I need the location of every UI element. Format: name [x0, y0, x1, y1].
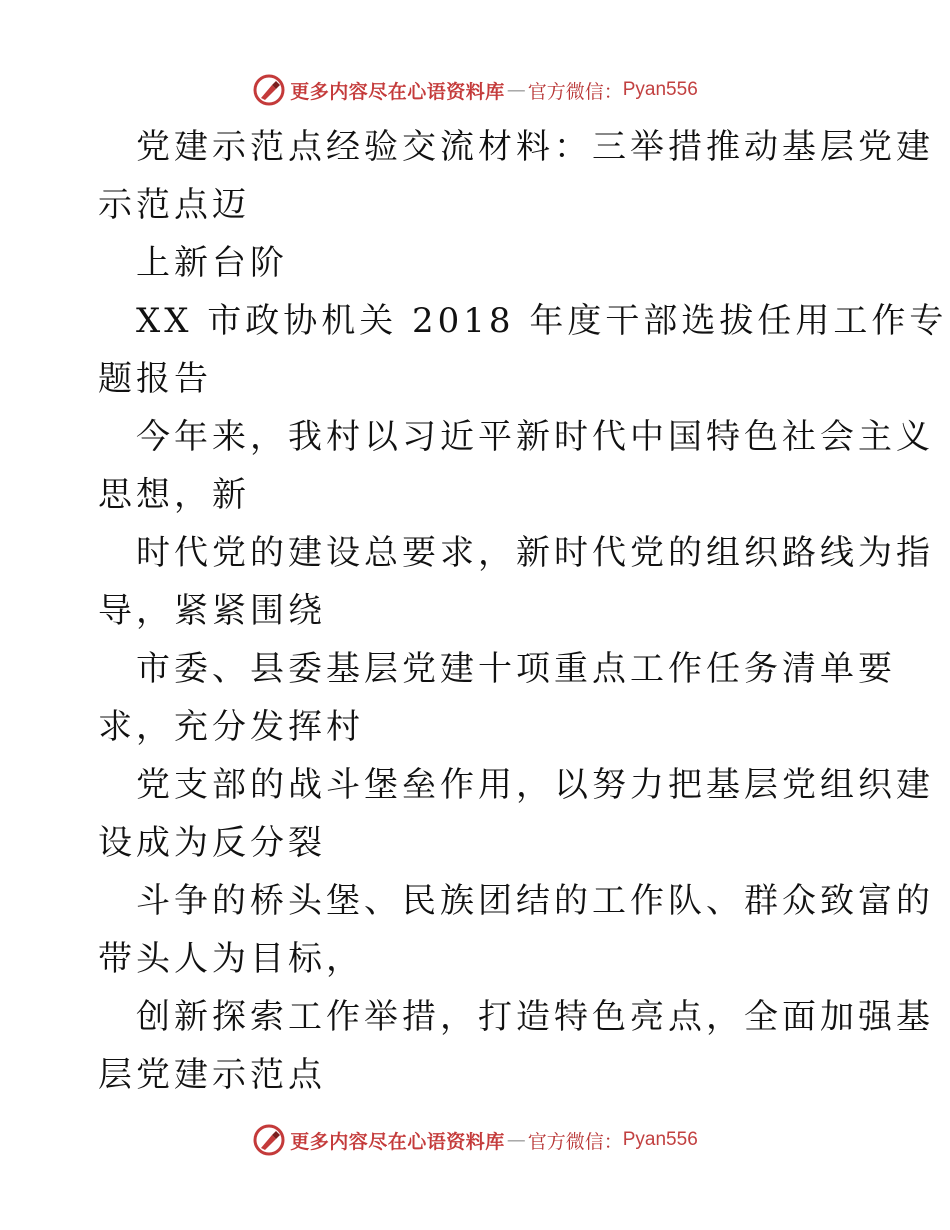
paragraph-line: 带头人为目标， [98, 939, 364, 979]
paragraph-line: 导，紧紧围绕 [98, 591, 326, 631]
banner-wechat-id: Pyan556 [622, 79, 698, 100]
paragraph [98, 872, 934, 988]
paragraph-line: 层党建示范点 [98, 1055, 326, 1095]
paragraph [98, 408, 934, 524]
paragraph-line: 党支部的战斗堡垒作用，以努力把基层党组织建 [136, 765, 934, 805]
paragraph [98, 640, 896, 756]
paragraph [98, 756, 934, 872]
paragraph [98, 292, 948, 408]
paragraph-line: 党建示范点经验交流材料：三举措推动基层党建 [136, 127, 934, 167]
paragraph [98, 524, 934, 640]
footer-watermark-banner [0, 1120, 950, 1160]
banner-text: 更多内容尽在心语资料库 [290, 80, 505, 103]
paragraph-line: XX 市政协机关 2018 年度干部选拔任用工作专 [136, 301, 948, 341]
banner-wechat-label: 官方微信： [527, 1130, 623, 1153]
paragraph-line: 题报告 [98, 359, 212, 399]
paragraph [98, 234, 868, 292]
paragraph [98, 988, 934, 1104]
paragraph-line: 今年来，我村以习近平新时代中国特色社会主义 [136, 417, 934, 457]
pen-nib-logo-icon [252, 1123, 286, 1157]
paragraph-line: 时代党的建设总要求，新时代党的组织路线为指 [136, 533, 934, 573]
paragraph-line: 市委、县委基层党建十项重点工作任务清单要 [136, 649, 896, 689]
paragraph-line: 创新探索工作举措，打造特色亮点，全面加强基 [136, 997, 934, 1037]
paragraph [98, 118, 934, 234]
banner-wechat-label: 官方微信： [527, 80, 623, 103]
document-body [98, 118, 948, 1104]
pen-nib-logo-icon [252, 73, 286, 107]
banner-separator: — [506, 79, 526, 101]
paragraph-line: 设成为反分裂 [98, 823, 326, 863]
banner-wechat-id: Pyan556 [622, 1129, 698, 1150]
paragraph-line: 斗争的桥头堡、民族团结的工作队、群众致富的 [136, 881, 934, 921]
paragraph-line: 上新台阶 [136, 243, 288, 283]
paragraph-line: 示范点迈 [98, 185, 250, 225]
banner-text: 更多内容尽在心语资料库 [290, 1130, 505, 1153]
paragraph-line: 求，充分发挥村 [98, 707, 364, 747]
paragraph-line: 思想，新 [98, 475, 250, 515]
header-watermark-banner [0, 70, 950, 110]
banner-separator: — [506, 1129, 526, 1151]
